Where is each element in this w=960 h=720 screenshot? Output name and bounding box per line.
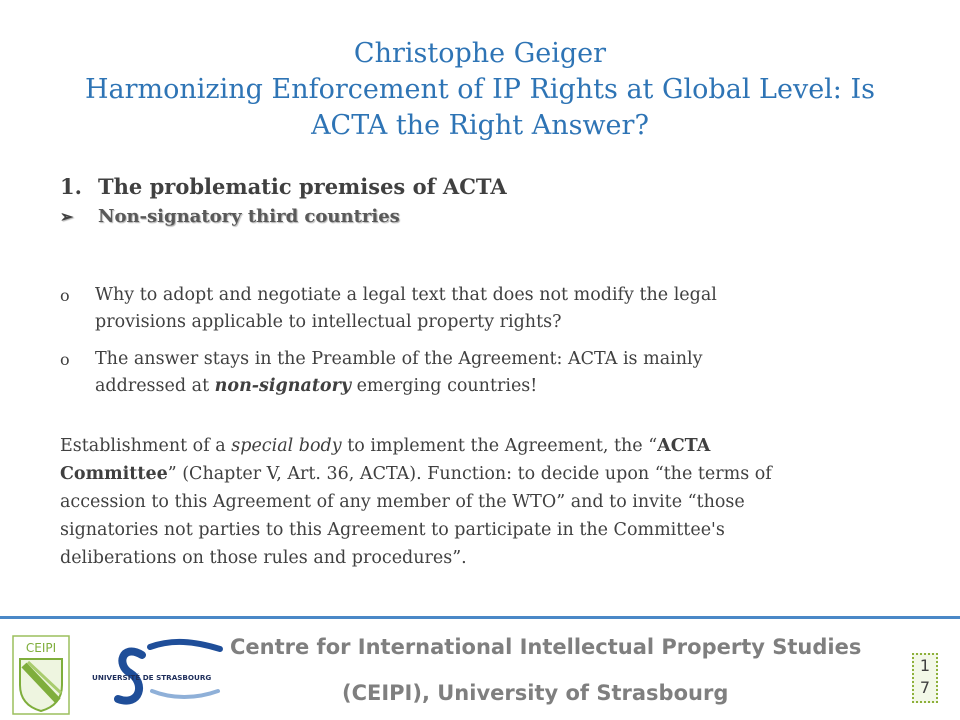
bullet-line: The answer stays in the Preamble of the Agreement: ACTA is mainly [95,349,703,369]
slide-title [60,36,900,144]
title-author: Christophe Geiger [353,38,607,69]
footer-institute-line-2: (CEIPI), University of Strasbourg [342,681,729,705]
body-paragraph [60,432,910,572]
section-heading-text: The problematic premises of ACTA [98,174,507,199]
paragraph-line [60,432,910,460]
university-logo-label: UNIVERSITÉ DE STRASBOURG [92,673,212,682]
paragraph-line: deliberations on those rules and procedures”. [60,548,467,568]
bold-text: ACTA [657,436,711,456]
arrow-bullet-icon: ➢ [60,207,74,226]
page-number-digit: 7 [919,678,931,697]
bullet-list [60,282,910,400]
subheading-text: Non-signatory third countries [98,206,400,227]
section-heading [60,172,910,202]
paragraph-line [60,460,910,488]
paragraph-text: ” (Chapter V, Art. 36, ACTA). Function: to decide upon “the terms of [167,464,772,484]
bullet-text: addressed at [95,376,215,396]
footer [0,619,960,720]
list-item [60,282,910,336]
paragraph-line: signatories not parties to this Agreement to participate in the Committee's [60,520,725,540]
title-line-3: ACTA the Right Answer? [311,110,649,141]
paragraph-line: accession to this Agreement of any member of the WTO” and to invite “those [60,492,745,512]
university-logo-icon [92,633,227,715]
bullet-line [95,373,910,400]
circle-bullet-icon: o [60,350,70,369]
ceipi-shield-logo-icon [12,635,70,715]
subheading [60,204,910,230]
bullet-line: Why to adopt and negotiate a legal text that does not modify the legal [95,285,717,305]
circle-bullet-icon: o [60,286,70,305]
page-number-digit: 1 [919,656,931,675]
bullet-text: emerging countries! [351,376,538,396]
list-item [60,346,910,400]
emphasis-text: non-signatory [214,376,351,396]
bold-text: Committee [60,464,168,484]
ceipi-logo-label: CEIPI [25,641,57,655]
section-number: 1. [60,174,82,199]
paragraph-text: to implement the Agreement, the “ [341,436,658,456]
page-number [912,653,938,703]
slide-content [60,172,910,572]
footer-institute-line: Centre for International Intellectual Property Studies [230,635,862,659]
italic-text: special body [231,436,342,456]
title-line-2: Harmonizing Enforcement of IP Rights at Global Level: Is [84,74,876,105]
paragraph-text: Establishment of a [60,436,232,456]
bullet-line: provisions applicable to intellectual property rights? [95,312,562,332]
